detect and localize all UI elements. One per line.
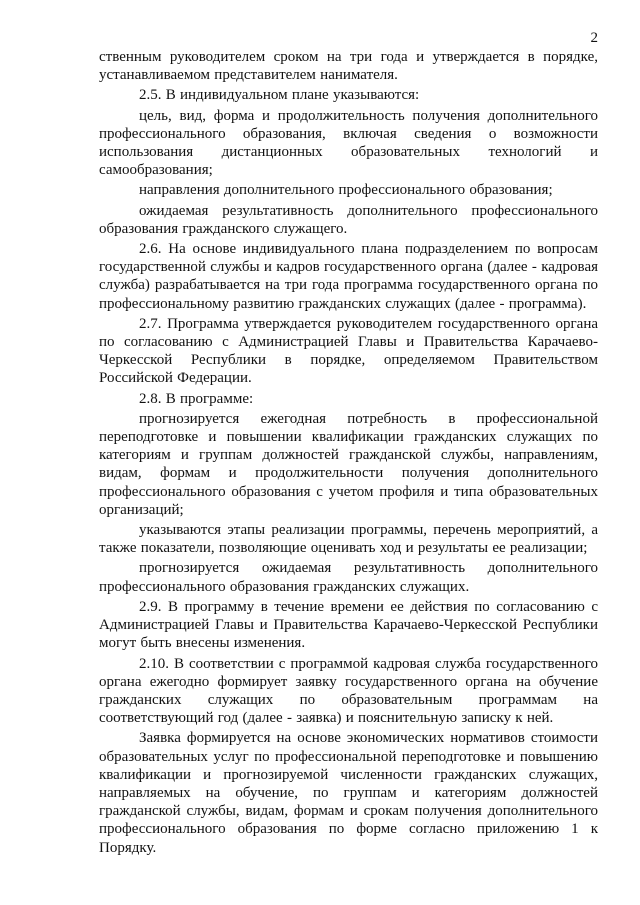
section-2-5-heading: 2.5. В индивидуальном плане указываются: bbox=[139, 87, 420, 104]
document-body bbox=[99, 48, 598, 859]
section-2-9: 2.9. В программу в течение времени ее действия по согласованию с Администрацией Главы и Правительства Карачаево-Черкесской Республики могут быть внесены изменения. bbox=[99, 598, 598, 652]
section-2-7: 2.7. Программа утверждается руководителем государственного органа по согласованию с Администрацией Главы и Правительства Карачаево-Черкесской Республики в порядке, определяемом Правительством Российской Федерации. bbox=[99, 315, 598, 387]
section-2-6: 2.6. На основе индивидуального плана подразделением по вопросам государственной службы и кадров государственного органа (далее - кадровая служба) разрабатывается на три года программа государственного органа по профессиональному развитию гражданских служащих (далее - программа). bbox=[99, 241, 598, 312]
list-item-directions: направления дополнительного профессионального образования; bbox=[139, 182, 553, 199]
section-2-8-heading: 2.8. В программе: bbox=[139, 390, 254, 407]
page-number: 2 bbox=[590, 30, 598, 46]
list-item-forecast-need: прогнозируется ежегодная потребность в профессиональной переподготовке и повышении квалификации гражданских служащих по категориям и группам должностей гражданской службы, направлениям, видам, формам и продолжительности получения дополнительного профессионального образования с учетом профиля и типа образовательных организаций; bbox=[99, 410, 598, 518]
list-item-forecast-results: прогнозируется ожидаемая результативность дополнительного профессионального образования гражданских служащих. bbox=[99, 560, 598, 595]
list-item-stages: указываются этапы реализации программы, перечень мероприятий, а также показатели, позволяющие оценивать ход и результаты ее реализации; bbox=[99, 522, 598, 557]
list-item-results: ожидаемая результативность дополнительного профессионального образования гражданского служащего. bbox=[99, 202, 598, 237]
paragraph-application: Заявка формируется на основе экономических нормативов стоимости образовательных услуг по профессиональной переподготовке и повышению квалификации и прогнозируемой численности гражданских служащих, направляемых на обучение, по группам и категориям должностей гражданской службы, видам, формам и срокам получения дополнительного профессионального образования по форме согласно приложению 1 к Порядку. bbox=[99, 730, 598, 856]
paragraph-continuation: ственным руководителем сроком на три года и утверждается в порядке, устанавливаемом представителем нанимателя. bbox=[99, 49, 598, 84]
list-item-goal: цель, вид, форма и продолжительность получения дополнительного профессионального образования, включая сведения о возможности использования дистанционных образовательных технологий и самообразования; bbox=[99, 107, 598, 179]
section-2-10: 2.10. В соответствии с программой кадровая служба государственного органа ежегодно формирует заявку государственного органа на обучение гражданских служащих по образовательным программам на соответствующий год (далее - заявка) и пояснительную записку к ней. bbox=[99, 655, 598, 727]
